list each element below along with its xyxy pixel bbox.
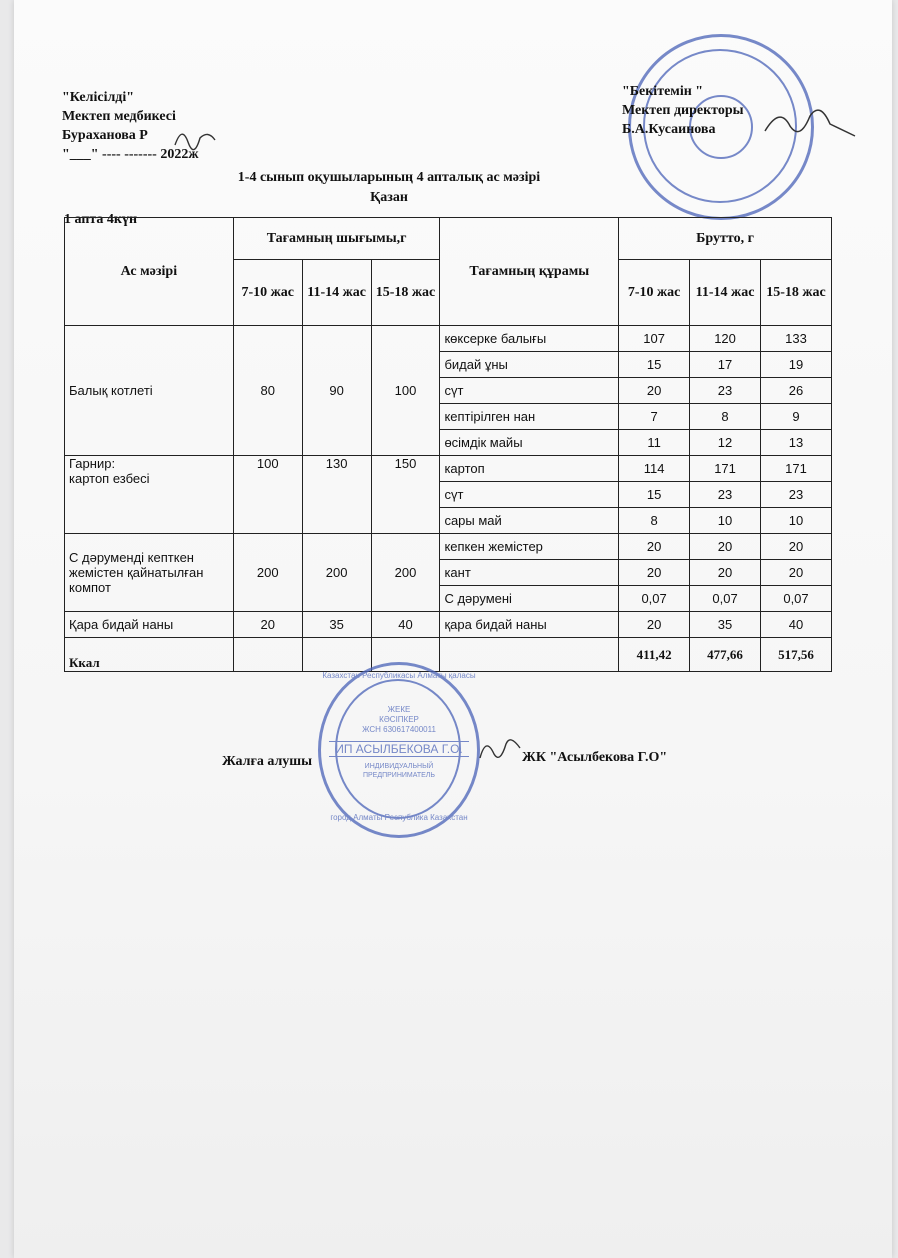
brutto-value: 23 — [690, 378, 761, 404]
ingredient-name: қара бидай наны — [440, 612, 619, 638]
brutto-value: 12 — [690, 430, 761, 456]
ingredient-name: көксерке балығы — [440, 326, 619, 352]
ingredient-name: кант — [440, 560, 619, 586]
brutto-value: 20 — [690, 534, 761, 560]
brutto-value: 20 — [619, 560, 690, 586]
agreed-label: "Келісілді" — [62, 90, 135, 105]
col-menu-header: Ас мәзірі — [65, 218, 234, 326]
brutto-value: 9 — [761, 404, 832, 430]
total-value: 477,66 — [690, 638, 761, 672]
brutto-value: 10 — [690, 508, 761, 534]
brutto-value: 171 — [690, 456, 761, 482]
ip-stamp — [318, 662, 480, 838]
total-value: 411,42 — [619, 638, 690, 672]
dish-output: 35 — [302, 612, 371, 638]
header-approved-block — [622, 82, 744, 139]
brutto-value: 11 — [619, 430, 690, 456]
stamp-line: ЖЕКЕ — [387, 705, 411, 714]
table-row — [65, 326, 832, 352]
brutto-value: 10 — [761, 508, 832, 534]
empty-cell — [440, 638, 619, 672]
agreed-date: "___" ---- ------- 2022ж — [62, 147, 199, 162]
dish-output: 200 — [302, 534, 371, 612]
col-output-header: Тағамның шығымы,г — [233, 218, 440, 260]
recipient-label: Жалға алушы — [222, 754, 313, 769]
total-row — [65, 638, 832, 672]
director-name: Б.А.Кусаинова — [622, 122, 716, 137]
dish-output: 200 — [233, 534, 302, 612]
dish-name: Гарнир: картоп езбесі — [65, 456, 234, 534]
nurse-role: Мектеп медбикесі — [62, 109, 176, 124]
approved-label: "Бекітемін " — [622, 84, 704, 99]
brutto-value: 19 — [761, 352, 832, 378]
brutto-value: 7 — [619, 404, 690, 430]
brutto-value: 40 — [761, 612, 832, 638]
week-label: 1 апта 4күн — [64, 212, 138, 227]
dish-output: 80 — [233, 326, 302, 456]
brutto-value: 0,07 — [761, 586, 832, 612]
ingredient-name: бидай ұны — [440, 352, 619, 378]
brutto-value: 0,07 — [619, 586, 690, 612]
recipient-name: ЖК "Асылбекова Г.О" — [522, 750, 668, 765]
dish-output: 100 — [233, 456, 302, 534]
total-value: 517,56 — [761, 638, 832, 672]
stamp-center: ИП АСЫЛБЕКОВА Г.О. — [329, 741, 469, 757]
menu-table — [64, 217, 832, 672]
brutto-value: 8 — [619, 508, 690, 534]
stamp-line: ПРЕДПРИНИМАТЕЛЬ — [362, 772, 435, 779]
dish-output: 150 — [371, 456, 440, 534]
brutto-value: 20 — [619, 534, 690, 560]
ingredient-name: сары май — [440, 508, 619, 534]
total-label: Ккал — [65, 638, 234, 672]
ingredient-name: С дәрумені — [440, 586, 619, 612]
stamp-line: КӘСІПКЕР — [379, 715, 419, 724]
brutto-value: 15 — [619, 482, 690, 508]
brutto-value: 107 — [619, 326, 690, 352]
brutto-value: 114 — [619, 456, 690, 482]
brutto-value: 171 — [761, 456, 832, 482]
dish-name: Қара бидай наны — [65, 612, 234, 638]
empty-cell — [302, 638, 371, 672]
brutto-value: 35 — [690, 612, 761, 638]
nurse-name: Бураханова Р — [62, 128, 148, 143]
brutto-value: 133 — [761, 326, 832, 352]
brutto-value: 13 — [761, 430, 832, 456]
ingredient-name: картоп — [440, 456, 619, 482]
dish-output: 20 — [233, 612, 302, 638]
brutto-value: 26 — [761, 378, 832, 404]
dish-output: 130 — [302, 456, 371, 534]
brutto-value: 20 — [690, 560, 761, 586]
age-header: 15-18 жас — [371, 260, 440, 326]
age-header: 11-14 жас — [690, 260, 761, 326]
brutto-value: 8 — [690, 404, 761, 430]
dish-output: 40 — [371, 612, 440, 638]
dish-name: Балық котлеті — [65, 326, 234, 456]
brutto-value: 17 — [690, 352, 761, 378]
table-row — [65, 534, 832, 560]
menu-title: 1-4 сынып оқушыларының 4 апталық ас мәзірі — [237, 170, 541, 185]
ingredient-name: кепкен жемістер — [440, 534, 619, 560]
dish-output: 100 — [371, 326, 440, 456]
ingredient-name: сүт — [440, 482, 619, 508]
ingredient-name: өсімдік майы — [440, 430, 619, 456]
col-brutto-header: Брутто, г — [619, 218, 832, 260]
brutto-value: 120 — [690, 326, 761, 352]
recipient-signature — [476, 730, 526, 766]
age-header: 15-18 жас — [761, 260, 832, 326]
brutto-value: 0,07 — [690, 586, 761, 612]
ingredient-name: сүт — [440, 378, 619, 404]
brutto-value: 23 — [761, 482, 832, 508]
brutto-value: 15 — [619, 352, 690, 378]
nurse-signature — [170, 120, 220, 160]
director-role: Мектеп директоры — [622, 103, 744, 118]
table-row — [65, 456, 832, 482]
dish-output: 90 — [302, 326, 371, 456]
table-row — [65, 612, 832, 638]
brutto-value: 20 — [761, 560, 832, 586]
stamp-ring-top: Казахстан Республикасы Алматы қаласы — [322, 671, 476, 680]
empty-cell — [233, 638, 302, 672]
brutto-value: 20 — [619, 378, 690, 404]
brutto-value: 20 — [761, 534, 832, 560]
stamp-ring-bottom: город Алматы Республика Казахстан — [330, 813, 468, 822]
dish-output: 200 — [371, 534, 440, 612]
brutto-value: 23 — [690, 482, 761, 508]
col-composition-header: Тағамның құрамы — [440, 218, 619, 326]
age-header: 11-14 жас — [302, 260, 371, 326]
ingredient-name: кептірілген нан — [440, 404, 619, 430]
dish-name: С дәруменді кепткен жемістен қайнатылған компот — [65, 534, 234, 612]
month-title: Қазан — [370, 190, 408, 205]
brutto-value: 20 — [619, 612, 690, 638]
stamp-line: ИНДИВИДУАЛЬНЫЙ — [364, 763, 434, 770]
age-header: 7-10 жас — [233, 260, 302, 326]
director-signature — [760, 96, 860, 146]
age-header: 7-10 жас — [619, 260, 690, 326]
stamp-line: ЖСН 630617400011 — [362, 725, 436, 734]
